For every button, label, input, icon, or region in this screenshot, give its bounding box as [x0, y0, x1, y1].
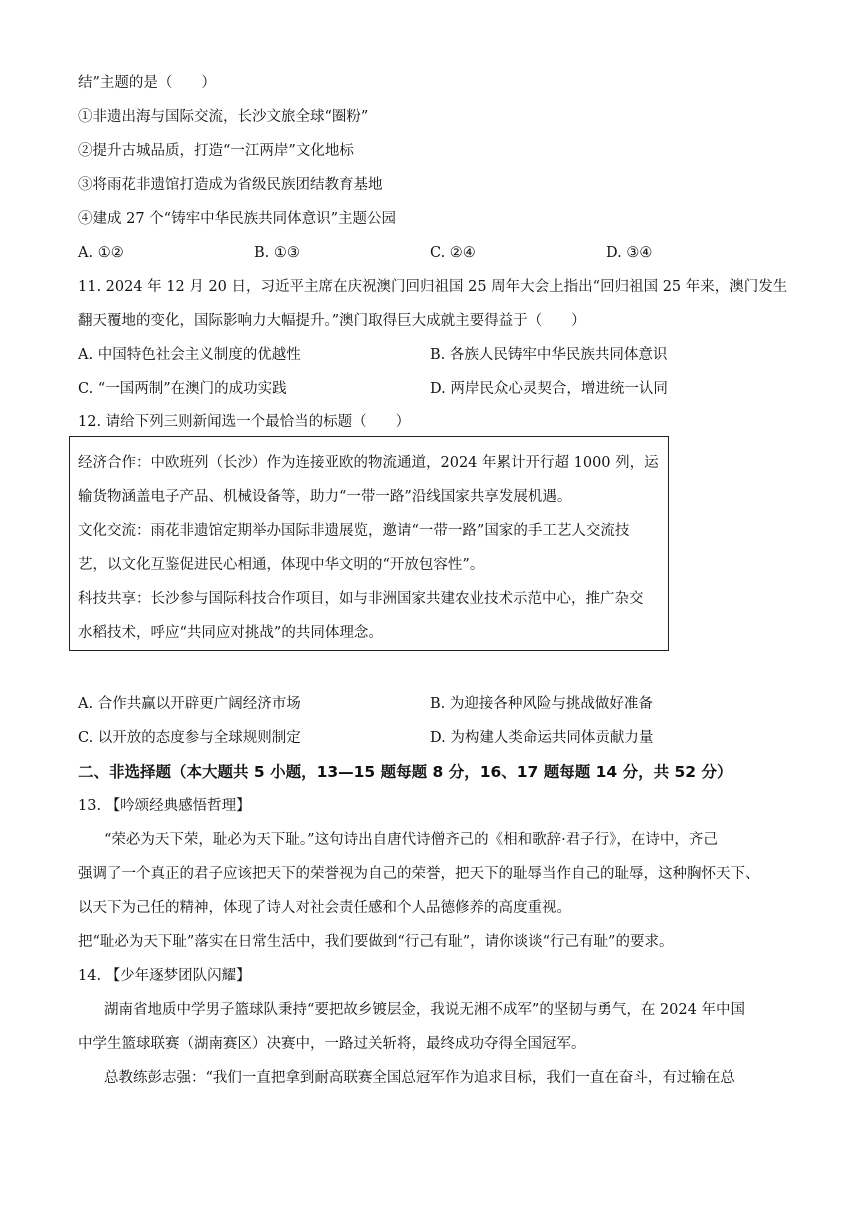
- q14-para-line-2: 中学生篮球联赛（湖南赛区）决赛中，一路过关斩将，最终成功夺得全国冠军。: [78, 1036, 586, 1052]
- q10-stem-tail: 结”主题的是（ ）: [78, 75, 216, 91]
- q12-option-b: B. 为迎接各种风险与挑战做好准备: [430, 696, 653, 712]
- q10-item-4: ④建成 27 个“铸牢中华民族共同体意识”主题公园: [78, 211, 396, 227]
- q12-box-line-3: 文化交流：雨花非遗馆定期举办国际非遗展览，邀请“一带一路”国家的手工艺人交流技: [78, 523, 630, 539]
- q11-stem-line2: 翻天覆地的变化，国际影响力大幅提升。”澳门取得巨大成就主要得益于（ ）: [78, 313, 586, 329]
- q10-item-3: ③将雨花非遗馆打造成为省级民族团结教育基地: [78, 177, 383, 193]
- q10-option-d: D. ③④: [606, 245, 653, 261]
- q13-para-line-2: 强调了一个真正的君子应该把天下的荣誉视为自己的荣誉，把天下的耻辱当作自己的耻辱，这种胸怀天下、: [78, 866, 760, 882]
- q12-box-line-2: 输货物涵盖电子产品、机械设备等，助力“一带一路”沿线国家共享发展机遇。: [78, 489, 572, 505]
- q12-stem: 12. 请给下列三则新闻选一个最恰当的标题（ ）: [78, 414, 411, 430]
- q12-option-a: A. 合作共赢以开辟更广阔经济市场: [78, 696, 301, 712]
- q13-question: 把“耻必为天下耻”落实在日常生活中，我们要做到“行己有耻”，请你谈谈“行己有耻”的要求。: [78, 934, 674, 950]
- q12-news-box: [69, 436, 669, 651]
- q12-box-line-4: 艺，以文化互鉴促进民心相通，体现中华文明的“开放包容性”。: [78, 557, 485, 573]
- q11-option-d: D. 两岸民众心灵契合，增进统一认同: [430, 381, 668, 397]
- q10-item-1: ①非遗出海与国际交流，长沙文旅全球“圈粉”: [78, 109, 369, 125]
- q13-para-line-1: “荣必为天下荣，耻必为天下耻。”这句诗出自唐代诗僧齐己的《相和歌辞·君子行》，在诗中，齐己: [104, 832, 718, 848]
- q10-option-a: A. ①②: [78, 245, 124, 261]
- q14-para-line-1: 湖南省地质中学男子篮球队秉持“要把故乡镀层金，我说无湘不成军”的坚韧与勇气，在 2024 年中国: [104, 1002, 745, 1018]
- q13-para-line-3: 以天下为己任的精神，体现了诗人对社会责任感和个人品德修养的高度重视。: [78, 900, 571, 916]
- q12-box-line-5: 科技共享：长沙参与国际科技合作项目，如与非洲国家共建农业技术示范中心，推广杂交: [78, 591, 644, 607]
- q11-stem-line1: 11. 2024 年 12 月 20 日，习近平主席在庆祝澳门回归祖国 25 周年大会上指出“回归祖国 25 年来，澳门发生: [78, 279, 788, 295]
- q10-item-2: ②提升古城品质，打造“一江两岸”文化地标: [78, 143, 354, 159]
- q11-option-a: A. 中国特色社会主义制度的优越性: [78, 347, 301, 363]
- q12-option-c: C. 以开放的态度参与全球规则制定: [78, 730, 301, 746]
- q11-option-b: B. 各族人民铸牢中华民族共同体意识: [430, 347, 668, 363]
- q12-option-d: D. 为构建人类命运共同体贡献力量: [430, 730, 654, 746]
- section-2-heading: 二、非选择题（本大题共 5 小题，13—15 题每题 8 分，16、17 题每题 14 分，共 52 分）: [78, 763, 733, 781]
- q13-title: 13. 【吟颂经典感悟哲理】: [78, 798, 251, 814]
- q14-quote-line: 总教练彭志强：“我们一直把拿到耐高联赛全国总冠军作为追求目标，我们一直在奋斗，有过输在总: [104, 1070, 735, 1086]
- q14-title: 14. 【少年逐梦团队闪耀】: [78, 968, 251, 984]
- q11-option-c: C. “一国两制”在澳门的成功实践: [78, 381, 287, 397]
- q12-box-line-6: 水稻技术，呼应“共同应对挑战”的共同体理念。: [78, 625, 383, 641]
- q10-option-c: C. ②④: [430, 245, 476, 261]
- q12-box-line-1: 经济合作：中欧班列（长沙）作为连接亚欧的物流通道，2024 年累计开行超 1000 列，运: [78, 455, 659, 471]
- q10-option-b: B. ①③: [254, 245, 300, 261]
